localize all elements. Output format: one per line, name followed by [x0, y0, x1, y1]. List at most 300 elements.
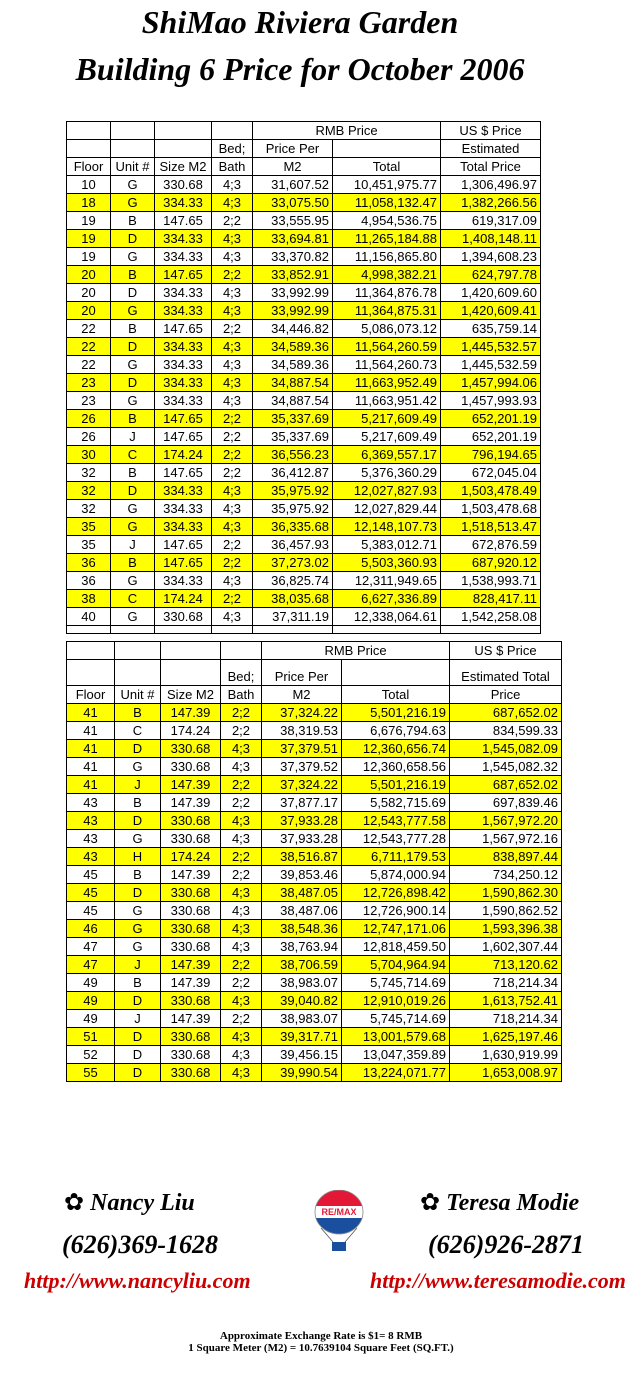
unit-cell: J [111, 428, 155, 446]
price-per-m2-cell: 36,556.23 [253, 446, 333, 464]
blank-cell [441, 626, 541, 634]
header-rmb-price: RMB Price [262, 642, 450, 660]
table-row [67, 956, 562, 974]
table-row [67, 740, 562, 758]
floor-cell: 20 [67, 266, 111, 284]
total-usd-cell: 652,201.19 [441, 410, 541, 428]
header-blank [111, 122, 155, 140]
total-rmb-cell: 12,910,019.26 [342, 992, 450, 1010]
price-per-m2-cell: 35,975.92 [253, 500, 333, 518]
header-estimated-2: Total Price [441, 158, 541, 176]
price-per-m2-cell: 33,555.95 [253, 212, 333, 230]
total-rmb-cell: 13,224,071.77 [342, 1064, 450, 1082]
price-per-m2-cell: 37,933.28 [262, 830, 342, 848]
floor-cell: 32 [67, 482, 111, 500]
blank-cell [67, 626, 111, 634]
floor-cell: 32 [67, 464, 111, 482]
total-usd-cell: 718,214.34 [450, 974, 562, 992]
floor-cell: 49 [67, 1010, 115, 1028]
bed-bath-cell: 4;3 [221, 812, 262, 830]
bed-bath-cell: 4;3 [221, 884, 262, 902]
unit-cell: H [115, 848, 161, 866]
price-per-m2-cell: 33,992.99 [253, 284, 333, 302]
table-row [67, 1010, 562, 1028]
table-row [67, 992, 562, 1010]
price-per-m2-cell: 37,311.19 [253, 608, 333, 626]
bed-bath-cell: 4;3 [212, 284, 253, 302]
total-rmb-cell: 5,503,360.93 [333, 554, 441, 572]
bed-bath-cell: 2;2 [221, 794, 262, 812]
bed-bath-cell: 4;3 [212, 230, 253, 248]
price-per-m2-cell: 34,589.36 [253, 356, 333, 374]
size-cell: 334.33 [155, 392, 212, 410]
table-row [67, 590, 541, 608]
header-usd-price: US $ Price [450, 642, 562, 660]
unit-cell: D [111, 374, 155, 392]
total-rmb-cell: 4,954,536.75 [333, 212, 441, 230]
bed-bath-cell: 4;3 [212, 518, 253, 536]
header-size: Size M2 [155, 158, 212, 176]
header-price-per-m2-2: M2 [262, 686, 342, 704]
bed-bath-cell: 4;3 [221, 1064, 262, 1082]
bed-bath-cell: 2;2 [221, 974, 262, 992]
unit-cell: B [111, 554, 155, 572]
unit-cell: B [111, 464, 155, 482]
total-rmb-cell: 12,360,658.56 [342, 758, 450, 776]
floor-cell: 46 [67, 920, 115, 938]
unit-cell: B [111, 266, 155, 284]
price-per-m2-cell: 35,975.92 [253, 482, 333, 500]
unit-cell: D [115, 1046, 161, 1064]
floor-cell: 36 [67, 572, 111, 590]
size-cell: 174.24 [161, 722, 221, 740]
price-per-m2-cell: 36,412.87 [253, 464, 333, 482]
price-per-m2-cell: 37,324.22 [262, 776, 342, 794]
total-rmb-cell: 12,543,777.58 [342, 812, 450, 830]
size-cell: 334.33 [155, 482, 212, 500]
bed-bath-cell: 4;3 [221, 938, 262, 956]
price-per-m2-cell: 33,075.50 [253, 194, 333, 212]
flower-icon: ✿ [420, 1190, 441, 1216]
bed-bath-cell: 4;3 [221, 1046, 262, 1064]
total-usd-cell: 834,599.33 [450, 722, 562, 740]
total-rmb-cell: 10,451,975.77 [333, 176, 441, 194]
floor-cell: 45 [67, 866, 115, 884]
price-per-m2-cell: 38,983.07 [262, 1010, 342, 1028]
size-cell: 330.68 [161, 740, 221, 758]
table-row [67, 920, 562, 938]
total-rmb-cell: 5,383,012.71 [333, 536, 441, 554]
total-rmb-cell: 5,217,609.49 [333, 410, 441, 428]
unit-cell: J [111, 536, 155, 554]
size-cell: 334.33 [155, 374, 212, 392]
size-cell: 174.24 [161, 848, 221, 866]
total-rmb-cell: 13,001,579.68 [342, 1028, 450, 1046]
bed-bath-cell: 4;3 [221, 992, 262, 1010]
price-per-m2-cell: 31,607.52 [253, 176, 333, 194]
agent-phone: (626)369-1628 [62, 1230, 218, 1259]
floor-cell: 19 [67, 248, 111, 266]
agent-name: Nancy Liu [90, 1190, 195, 1216]
total-usd-cell: 1,518,513.47 [441, 518, 541, 536]
table-row [67, 866, 562, 884]
size-cell: 334.33 [155, 500, 212, 518]
total-usd-cell: 1,602,307.44 [450, 938, 562, 956]
unit-cell: D [115, 884, 161, 902]
total-usd-cell: 718,214.34 [450, 1010, 562, 1028]
total-rmb-cell: 5,501,216.19 [342, 776, 450, 794]
header-floor: Floor [67, 686, 115, 704]
price-per-m2-cell: 39,990.54 [262, 1064, 342, 1082]
unit-cell: D [115, 740, 161, 758]
total-usd-cell: 1,613,752.41 [450, 992, 562, 1010]
price-per-m2-cell: 37,379.52 [262, 758, 342, 776]
total-rmb-cell: 12,543,777.28 [342, 830, 450, 848]
floor-cell: 43 [67, 812, 115, 830]
table-row [67, 302, 541, 320]
size-cell: 147.65 [155, 266, 212, 284]
bed-bath-cell: 2;2 [212, 590, 253, 608]
unit-cell: B [111, 320, 155, 338]
agent-website-link[interactable]: http://www.nancyliu.com [24, 1268, 251, 1293]
unit-cell: B [115, 974, 161, 992]
table-row [67, 338, 541, 356]
total-usd-cell: 1,590,862.52 [450, 902, 562, 920]
price-per-m2-cell: 33,370.82 [253, 248, 333, 266]
bed-bath-cell: 2;2 [212, 410, 253, 428]
blank-cell [155, 626, 212, 634]
floor-cell: 43 [67, 830, 115, 848]
price-per-m2-cell: 37,877.17 [262, 794, 342, 812]
total-rmb-cell: 11,058,132.47 [333, 194, 441, 212]
total-rmb-cell: 12,311,949.65 [333, 572, 441, 590]
floor-cell: 40 [67, 608, 111, 626]
total-rmb-cell: 11,564,260.73 [333, 356, 441, 374]
header-blank [67, 140, 111, 158]
header-bed-bath-2: Bath [212, 158, 253, 176]
unit-cell: B [115, 704, 161, 722]
total-usd-cell: 1,538,993.71 [441, 572, 541, 590]
header-blank [67, 122, 111, 140]
table-row [67, 974, 562, 992]
size-cell: 147.39 [161, 956, 221, 974]
size-cell: 330.68 [161, 884, 221, 902]
agent-nancy-name-block [64, 1188, 195, 1217]
table-row [67, 266, 541, 284]
total-rmb-cell: 12,148,107.73 [333, 518, 441, 536]
agent-teresa-name-block [420, 1188, 579, 1217]
table-row [67, 518, 541, 536]
size-cell: 334.33 [155, 338, 212, 356]
price-table-floors-10-40 [66, 121, 541, 634]
page-title-line-2: Building 6 Price for October 2006 [75, 51, 525, 87]
total-usd-cell: 1,567,972.16 [450, 830, 562, 848]
floor-cell: 22 [67, 338, 111, 356]
size-cell: 330.68 [161, 938, 221, 956]
floor-cell: 20 [67, 302, 111, 320]
floor-cell: 26 [67, 410, 111, 428]
unit-cell: G [115, 920, 161, 938]
total-rmb-cell: 11,663,951.42 [333, 392, 441, 410]
unit-cell: G [115, 830, 161, 848]
total-rmb-cell: 6,369,557.17 [333, 446, 441, 464]
size-cell: 334.33 [155, 230, 212, 248]
price-per-m2-cell: 38,319.53 [262, 722, 342, 740]
bed-bath-cell: 2;2 [212, 446, 253, 464]
total-rmb-cell: 5,217,609.49 [333, 428, 441, 446]
total-usd-cell: 838,897.44 [450, 848, 562, 866]
floor-cell: 43 [67, 794, 115, 812]
bed-bath-cell: 4;3 [212, 482, 253, 500]
total-rmb-cell: 11,265,184.88 [333, 230, 441, 248]
total-usd-cell: 687,920.12 [441, 554, 541, 572]
size-cell: 334.33 [155, 284, 212, 302]
square-meter-conversion-note: 1 Square Meter (M2) = 10.7639104 Square Feet (SQ.FT.) [188, 1342, 454, 1354]
floor-cell: 35 [67, 536, 111, 554]
size-cell: 147.39 [161, 794, 221, 812]
header-unit: Unit # [111, 158, 155, 176]
unit-cell: C [111, 590, 155, 608]
bed-bath-cell: 2;2 [212, 536, 253, 554]
floor-cell: 38 [67, 590, 111, 608]
unit-cell: G [111, 608, 155, 626]
header-rmb-price: RMB Price [253, 122, 441, 140]
bed-bath-cell: 2;2 [212, 464, 253, 482]
bed-bath-cell: 2;2 [221, 722, 262, 740]
size-cell: 147.65 [155, 320, 212, 338]
blank-cell [212, 626, 253, 634]
header-bed-bath-2: Bath [221, 686, 262, 704]
total-usd-cell: 1,445,532.57 [441, 338, 541, 356]
total-usd-cell: 687,652.02 [450, 776, 562, 794]
table-row [67, 776, 562, 794]
bed-bath-cell: 4;3 [212, 176, 253, 194]
header-blank [111, 140, 155, 158]
logo-text: RE/MAX [321, 1207, 357, 1217]
header-blank [115, 660, 161, 686]
header-blank [155, 122, 212, 140]
total-usd-cell: 1,306,496.97 [441, 176, 541, 194]
page-title-line-1: ShiMao Riviera Garden [141, 4, 459, 40]
total-rmb-cell: 12,027,827.93 [333, 482, 441, 500]
header-blank [342, 660, 450, 686]
total-usd-cell: 687,652.02 [450, 704, 562, 722]
table-row [67, 392, 541, 410]
header-total: Total [342, 686, 450, 704]
price-per-m2-cell: 38,516.87 [262, 848, 342, 866]
unit-cell: D [111, 482, 155, 500]
floor-cell: 41 [67, 704, 115, 722]
size-cell: 147.65 [155, 410, 212, 428]
price-per-m2-cell: 38,548.36 [262, 920, 342, 938]
total-usd-cell: 796,194.65 [441, 446, 541, 464]
size-cell: 147.65 [155, 554, 212, 572]
total-rmb-cell: 6,711,179.53 [342, 848, 450, 866]
price-per-m2-cell: 39,456.15 [262, 1046, 342, 1064]
bed-bath-cell: 4;3 [221, 920, 262, 938]
size-cell: 330.68 [161, 1046, 221, 1064]
bed-bath-cell: 4;3 [212, 392, 253, 410]
unit-cell: G [111, 518, 155, 536]
price-per-m2-cell: 34,887.54 [253, 392, 333, 410]
total-rmb-cell: 12,818,459.50 [342, 938, 450, 956]
size-cell: 330.68 [161, 758, 221, 776]
flower-icon: ✿ [64, 1190, 85, 1216]
floor-cell: 55 [67, 1064, 115, 1082]
floor-cell: 18 [67, 194, 111, 212]
total-rmb-cell: 12,726,900.14 [342, 902, 450, 920]
total-usd-cell: 1,545,082.09 [450, 740, 562, 758]
size-cell: 334.33 [155, 302, 212, 320]
table-row [67, 758, 562, 776]
bed-bath-cell: 4;3 [212, 194, 253, 212]
floor-cell: 45 [67, 902, 115, 920]
unit-cell: G [115, 758, 161, 776]
table-row [67, 374, 541, 392]
total-usd-cell: 1,630,919.99 [450, 1046, 562, 1064]
price-per-m2-cell: 35,337.69 [253, 410, 333, 428]
total-rmb-cell: 12,027,829.44 [333, 500, 441, 518]
floor-cell: 26 [67, 428, 111, 446]
unit-cell: G [111, 176, 155, 194]
unit-cell: C [111, 446, 155, 464]
unit-cell: D [115, 1028, 161, 1046]
bed-bath-cell: 2;2 [212, 428, 253, 446]
size-cell: 147.65 [155, 464, 212, 482]
table-row [67, 410, 541, 428]
table-row [67, 572, 541, 590]
floor-cell: 41 [67, 758, 115, 776]
header-blank [221, 642, 262, 660]
price-per-m2-cell: 35,337.69 [253, 428, 333, 446]
total-usd-cell: 1,625,197.46 [450, 1028, 562, 1046]
size-cell: 334.33 [155, 518, 212, 536]
bed-bath-cell: 4;3 [212, 608, 253, 626]
total-rmb-cell: 5,874,000.94 [342, 866, 450, 884]
total-usd-cell: 1,593,396.38 [450, 920, 562, 938]
size-cell: 330.68 [161, 830, 221, 848]
size-cell: 334.33 [155, 572, 212, 590]
size-cell: 174.24 [155, 590, 212, 608]
unit-cell: B [115, 866, 161, 884]
unit-cell: D [115, 812, 161, 830]
header-blank [155, 140, 212, 158]
total-usd-cell: 1,567,972.20 [450, 812, 562, 830]
price-per-m2-cell: 34,589.36 [253, 338, 333, 356]
table-row [67, 1028, 562, 1046]
table-row [67, 794, 562, 812]
bed-bath-cell: 4;3 [221, 758, 262, 776]
size-cell: 147.39 [161, 704, 221, 722]
table-row [67, 482, 541, 500]
table-row [67, 608, 541, 626]
bed-bath-cell: 4;3 [221, 1028, 262, 1046]
size-cell: 330.68 [161, 992, 221, 1010]
bed-bath-cell: 2;2 [221, 776, 262, 794]
agent-website-link[interactable]: http://www.teresamodie.com [370, 1268, 626, 1293]
table-row [67, 704, 562, 722]
total-rmb-cell: 11,364,876.78 [333, 284, 441, 302]
header-blank [333, 140, 441, 158]
header-estimated-2: Price [450, 686, 562, 704]
exchange-rate-note: Approximate Exchange Rate is $1= 8 RMB [219, 1330, 423, 1342]
header-bed-bath-1: Bed; [221, 660, 262, 686]
unit-cell: J [115, 1010, 161, 1028]
header-blank [212, 122, 253, 140]
floor-cell: 23 [67, 374, 111, 392]
size-cell: 147.39 [161, 866, 221, 884]
size-cell: 334.33 [155, 356, 212, 374]
unit-cell: D [115, 992, 161, 1010]
unit-cell: G [115, 938, 161, 956]
size-cell: 330.68 [161, 902, 221, 920]
floor-cell: 19 [67, 212, 111, 230]
total-rmb-cell: 6,676,794.63 [342, 722, 450, 740]
header-estimated-1: Estimated [441, 140, 541, 158]
table-row [67, 536, 541, 554]
size-cell: 330.68 [155, 608, 212, 626]
floor-cell: 51 [67, 1028, 115, 1046]
size-cell: 330.68 [161, 920, 221, 938]
floor-cell: 30 [67, 446, 111, 464]
price-per-m2-cell: 38,487.05 [262, 884, 342, 902]
total-usd-cell: 1,420,609.41 [441, 302, 541, 320]
total-usd-cell: 828,417.11 [441, 590, 541, 608]
total-usd-cell: 713,120.62 [450, 956, 562, 974]
unit-cell: J [115, 776, 161, 794]
floor-cell: 47 [67, 956, 115, 974]
bed-bath-cell: 4;3 [221, 740, 262, 758]
header-floor: Floor [67, 158, 111, 176]
unit-cell: G [111, 302, 155, 320]
total-rmb-cell: 5,376,360.29 [333, 464, 441, 482]
header-blank [161, 642, 221, 660]
floor-cell: 23 [67, 392, 111, 410]
bed-bath-cell: 2;2 [221, 866, 262, 884]
agent-phone: (626)926-2871 [428, 1230, 584, 1259]
table-row [67, 812, 562, 830]
floor-cell: 32 [67, 500, 111, 518]
total-usd-cell: 652,201.19 [441, 428, 541, 446]
price-per-m2-cell: 36,335.68 [253, 518, 333, 536]
floor-cell: 19 [67, 230, 111, 248]
header-price-per-m2-1: Price Per [253, 140, 333, 158]
table-row [67, 848, 562, 866]
price-per-m2-cell: 33,852.91 [253, 266, 333, 284]
price-per-m2-cell: 37,933.28 [262, 812, 342, 830]
total-rmb-cell: 13,047,359.89 [342, 1046, 450, 1064]
unit-cell: G [111, 356, 155, 374]
total-usd-cell: 1,394,608.23 [441, 248, 541, 266]
floor-cell: 36 [67, 554, 111, 572]
bed-bath-cell: 2;2 [212, 554, 253, 572]
total-usd-cell: 1,503,478.49 [441, 482, 541, 500]
unit-cell: G [111, 248, 155, 266]
price-per-m2-cell: 33,694.81 [253, 230, 333, 248]
size-cell: 147.65 [155, 212, 212, 230]
header-size: Size M2 [161, 686, 221, 704]
size-cell: 147.65 [155, 536, 212, 554]
bed-bath-cell: 4;3 [212, 500, 253, 518]
header-price-per-m2-1: Price Per [262, 660, 342, 686]
total-rmb-cell: 11,364,875.31 [333, 302, 441, 320]
floor-cell: 20 [67, 284, 111, 302]
header-total: Total [333, 158, 441, 176]
price-per-m2-cell: 39,317.71 [262, 1028, 342, 1046]
header-price-per-m2-2: M2 [253, 158, 333, 176]
price-per-m2-cell: 38,763.94 [262, 938, 342, 956]
total-rmb-cell: 12,360,656.74 [342, 740, 450, 758]
